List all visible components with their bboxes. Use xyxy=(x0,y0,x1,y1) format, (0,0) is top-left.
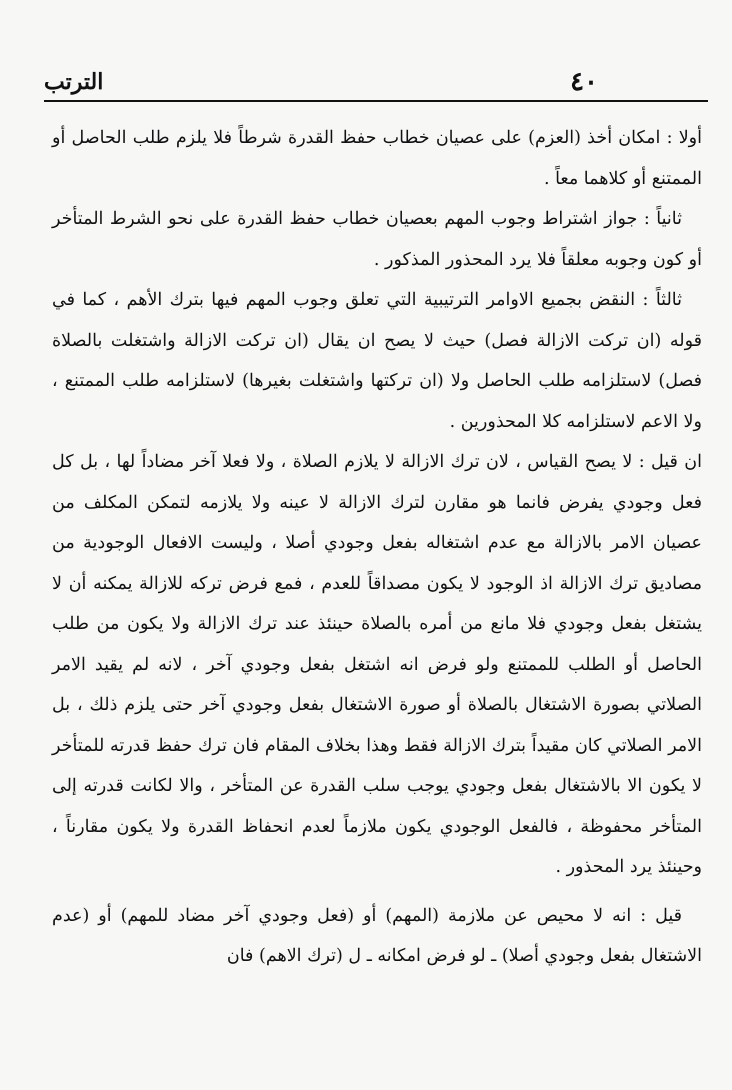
paragraph-5 xyxy=(52,896,702,977)
paragraph-4-text: ان قيل : لا يصح القياس ، لان ترك الازالة لا يلازم الصلاة ، ولا فعلا آخر مضاداً لها ، بل كل فعل وجودي يفرض فانما هو مقارن لترك الازالة لا عينه ولا يلازمه لتمكن المكلف من عصيان الامر بالازالة مع عدم اشتغاله بفعل وجودي أصلا ، وليست الافعال الوجودية من مصاديق ترك الازالة اذ الوجود لا يكون مصداقاً للعدم ، فمع فرض تركه للازالة يمكنه أن لا يشتغل بفعل وجودي فلا مانع من أمره بالصلاة حينئذ عند ترك الازالة ولا يكون من طلب الحاصل أو الطلب للممتنع ولو فرض انه اشتغل بفعل وجودي آخر ، لانه لم يقيد الامر الصلاتي بصورة الاشتغال بالصلاة أو صورة الاشتغال بفعل وجودي آخر حتى يلزم ذلك ، بل الامر الصلاتي كان مقيداً بترك الازالة فقط وهذا بخلاف المقام فان ترك حفظ قدرته للمتأخر لا يكون الا بالاشتغال بفعل وجودي يوجب سلب القدرة عن المتأخر ، والا لكانت قدرته إلى المتأخر محفوظة ، فالفعل الوجودي يكون ملازماً لعدم انحفاظ القدرة ولا يكون مقارناً ، وحينئذ يرد المحذور . xyxy=(52,452,702,877)
page-number: ٤٠ xyxy=(570,67,598,97)
paragraph-3-text: ثالثاً : النقض بجميع الاوامر الترتيبية التي تعلق وجوب المهم فيها بترك الأهم ، كما في قوله (ان تركت الازالة فصل) حيث لا يصح ان يقال (ان تركت الازالة واشتغلت بالصلاة فصل) لاستلزامه طلب الحاصل ولا (ان تركتها واشتغلت بغيرها) لاستلزامه طلب الممتنع ، ولا الاعم لاستلزامه كلا المحذورين . xyxy=(52,290,702,432)
paragraph-2 xyxy=(52,199,702,280)
paragraph-2-text: ثانياً : جواز اشتراط وجوب المهم بعصيان خطاب حفظ القدرة على نحو الشرط المتأخر أو كون وجوبه معلقاً فلا يرد المحذور المذكور . xyxy=(52,209,702,270)
paragraph-1 xyxy=(52,118,702,199)
header-rule xyxy=(44,100,708,102)
page-header xyxy=(44,66,708,98)
paragraph-1-text: أولا : امكان أخذ (العزم) على عصيان خطاب حفظ القدرة شرطاً فلا يلزم طلب الحاصل أو الممتنع أو كلاهما معاً . xyxy=(52,128,702,189)
running-title: الترتب xyxy=(44,69,104,95)
paragraph-3 xyxy=(52,280,702,442)
paragraph-4 xyxy=(52,442,702,888)
paragraph-5-text: قيل : انه لا محيص عن ملازمة (المهم) أو (فعل وجودي آخر مضاد للمهم) أو (عدم الاشتغال بفعل وجودي أصلا) ـ لو فرض امكانه ـ ل (ترك الاهم) فان xyxy=(52,905,702,966)
body-text xyxy=(52,118,702,977)
